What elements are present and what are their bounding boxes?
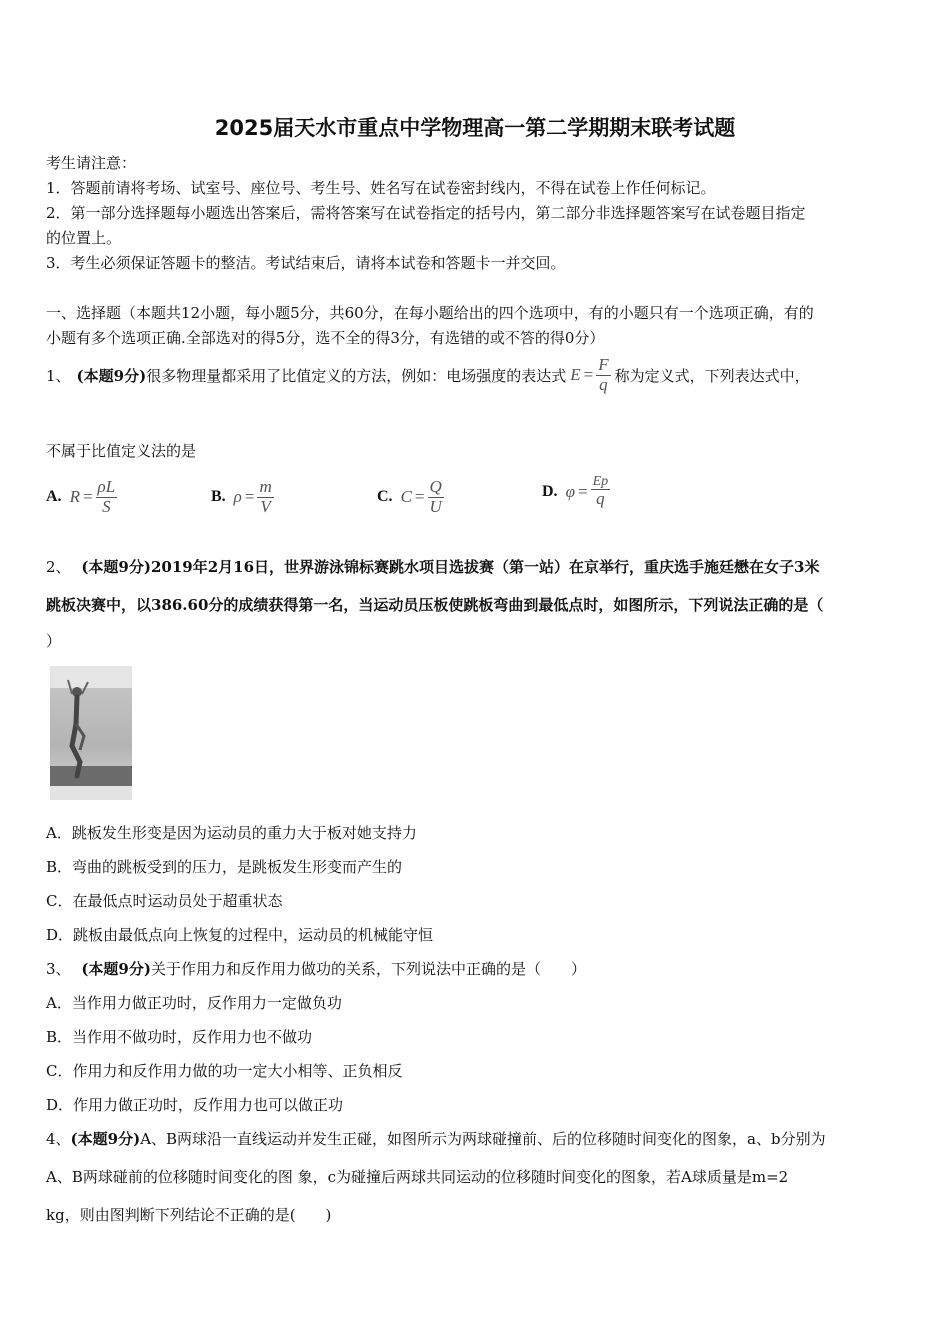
formula-fraction: [596, 356, 610, 394]
question-text: A、B两球碰前的位移随时间变化的图 象，c为碰撞后两球共同运动的位移随时间变化的图象，若A球质量是m=2: [46, 1168, 789, 1186]
question-score: (本题9分): [81, 558, 151, 576]
question-text: 关于作用力和反作用力做功的关系，下列说法中正确的是（ ）: [150, 960, 586, 978]
option-label: D.: [542, 482, 558, 500]
option-a[interactable]: A．跳板发生形变是因为运动员的重力大于板对她支持力: [46, 824, 417, 842]
option-formula: φ = $\frac{Ep}{q}$: [565, 474, 609, 509]
question-score: (本题9分): [70, 1130, 141, 1148]
option-d[interactable]: D．作用力做正功时，反作用力也可以做正功: [46, 1096, 344, 1114]
option-c[interactable]: C．作用力和反作用力做的功一定大小相等、正负相反: [46, 1062, 403, 1080]
question-text: kg，则由图判断下列结论不正确的是( ): [46, 1206, 332, 1224]
question-3: [46, 958, 586, 979]
question-1: [46, 356, 810, 394]
section-instructions: 小题有多个选项正确.全部选对的得5分，选不全的得3分，有选错的或不答的得0分）: [46, 329, 605, 347]
question-text: 不属于比值定义法的是: [46, 442, 197, 460]
option-a[interactable]: A．当作用力做正功时，反作用力一定做负功: [46, 994, 342, 1012]
question-number: 2、: [46, 558, 71, 576]
question-2: [46, 556, 819, 577]
question-score: (本题9分): [81, 960, 151, 978]
question-text: 2019年2月16日，世界游泳锦标赛跳水项目选拔赛（第一站）在京举行，重庆选手施廷懋在女子3米: [150, 558, 820, 576]
option-d[interactable]: D．跳板由最低点向上恢复的过程中，运动员的机械能守恒: [46, 926, 434, 944]
option-formula: R = $\frac{\rho L}{S}$: [69, 477, 116, 516]
question-text: A、B两球沿一直线运动并发生正碰，如图所示为两球碰撞前、后的位移随时间变化的图象，a、b分别为: [140, 1130, 826, 1148]
section-instructions: 一、选择题（本题共12小题，每小题5分，共60分，在每小题给出的四个选项中，有的小题只有一个选项正确，有的: [46, 304, 814, 322]
option-formula: ρ = $\frac{m}{V}$: [233, 477, 272, 516]
question-number: 3、: [46, 960, 71, 978]
diver-photo: [50, 666, 132, 800]
notice-heading: 考生请注意：: [46, 154, 137, 172]
formula-denominator: q: [599, 374, 608, 394]
notice-item: 3．考生必须保证答题卡的整洁。考试结束后，请将本试卷和答题卡一并交回。: [46, 254, 566, 272]
option-label: A.: [46, 488, 62, 506]
notice-item: 2．第一部分选择题每小题选出答案后，需将答案写在试卷指定的括号内，第二部分非选择题答案写在试卷题目指定: [46, 204, 806, 222]
option-label: B.: [211, 488, 226, 506]
page-title: 2025届天水市重点中学物理高一第二学期期末联考试题: [214, 116, 736, 140]
option-d[interactable]: [542, 474, 610, 509]
option-label: C.: [377, 488, 393, 506]
option-c[interactable]: [377, 478, 444, 516]
formula-numerator: F: [598, 355, 609, 374]
formula-lhs: E: [570, 365, 581, 385]
option-b[interactable]: [211, 478, 274, 516]
option-c[interactable]: C．在最低点时运动员处于超重状态: [46, 892, 283, 910]
question-4: [46, 1128, 826, 1149]
question-score: (本题9分): [76, 366, 147, 385]
option-b[interactable]: B．当作用不做功时，反作用力也不做功: [46, 1028, 313, 1046]
question-number: 4、: [46, 1130, 71, 1148]
field-formula: E = $\frac{F}{q}$: [570, 355, 609, 394]
notice-item: 的位置上。: [46, 229, 122, 247]
option-b[interactable]: B．弯曲的跳板受到的压力，是跳板发生形变而产生的: [46, 858, 403, 876]
question-number: 1、: [46, 366, 71, 385]
question-text: ）: [46, 632, 62, 650]
notice-item: 1．答题前请将考场、试室号、座位号、考生号、姓名写在试卷密封线内，不得在试卷上作任何标记。: [46, 179, 716, 197]
question-text: 跳板决赛中，以386.60分的成绩获得第一名，当运动员压板使跳板弯曲到最低点时，如图所示，下列说法正确的是（: [46, 596, 824, 614]
option-a[interactable]: [46, 478, 117, 516]
question-text: 很多物理量都采用了比值定义的方法，例如：电场强度的表达式: [146, 366, 567, 385]
option-formula: C = $\frac{Q}{U}$: [400, 477, 442, 516]
question-text: 称为定义式，下列表达式中，: [614, 366, 810, 385]
